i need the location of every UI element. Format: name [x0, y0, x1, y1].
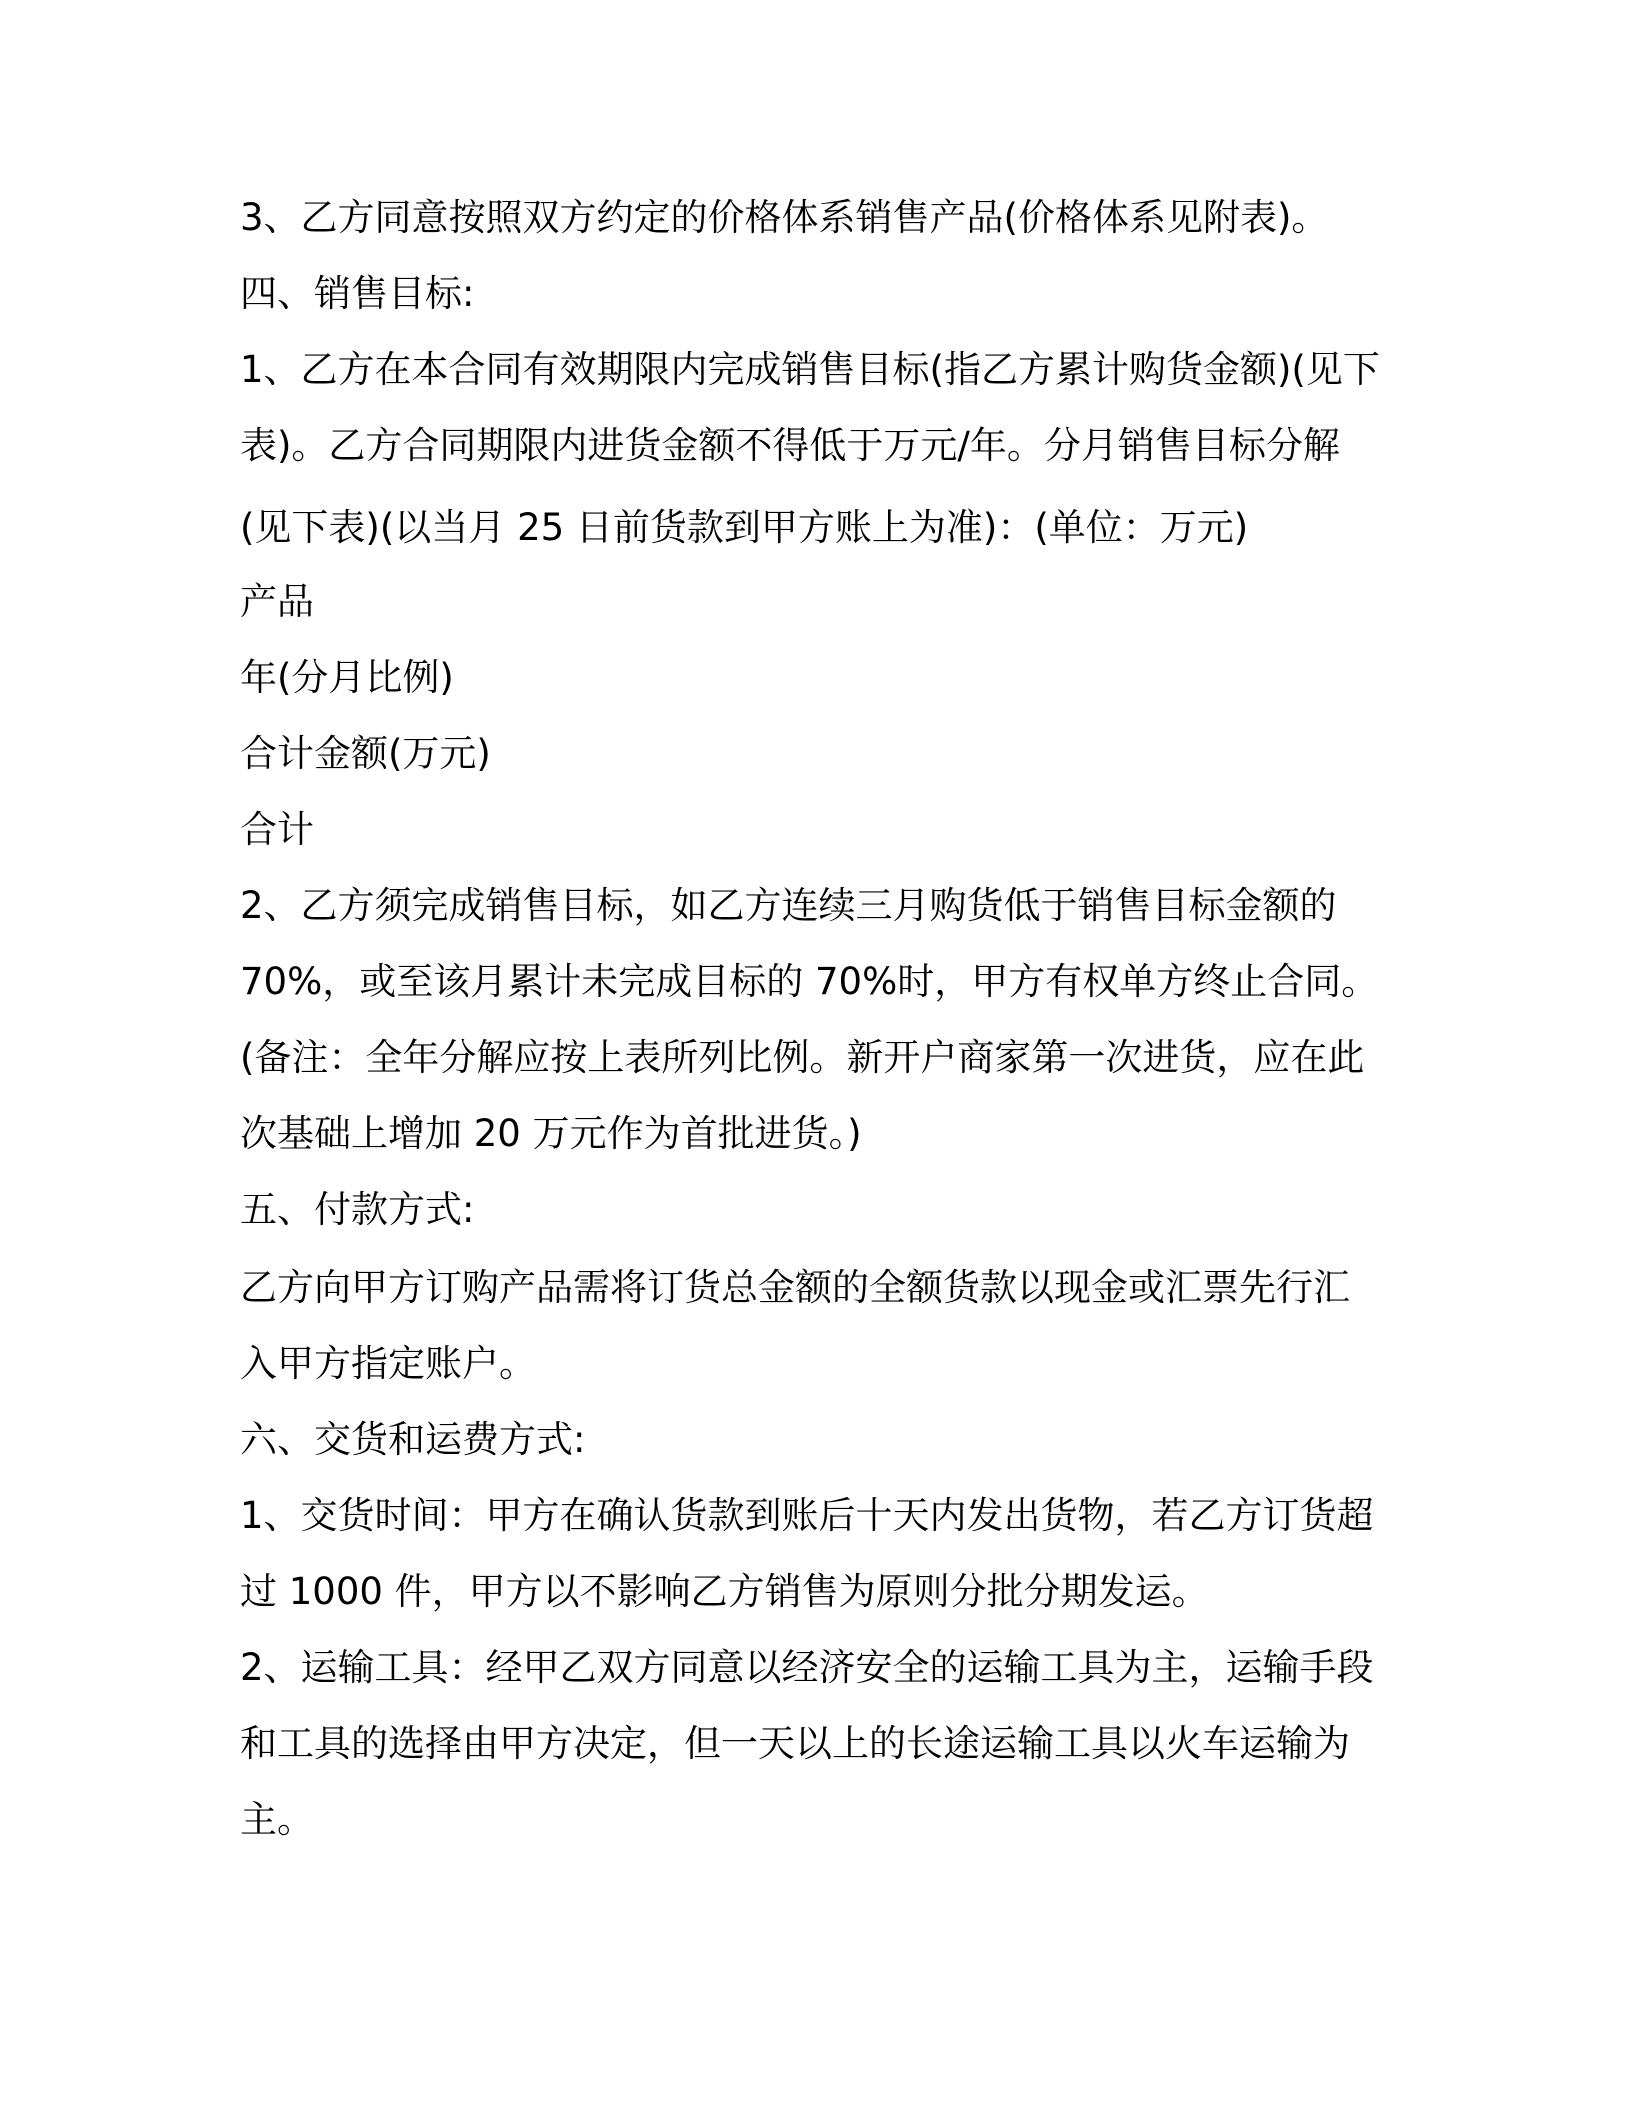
- clause-4-1-line-3: (见下表)(以当月 25 日前货款到甲方账上为准)：(单位：万元): [240, 506, 1249, 549]
- clause-4-2-note-line-1: (备注：全年分解应按上表所列比例。新开户商家第一次进货，应在此: [240, 1036, 1365, 1079]
- clause-6-1-line-2: 过 1000 件，甲方以不影响乙方销售为原则分批分期发运。: [240, 1570, 1209, 1613]
- clause-4-2-line-2: 70%，或至该月累计未完成目标的 70%时，甲方有权单方终止合同。: [240, 960, 1379, 1003]
- clause-4-1-line-2: 表)。乙方合同期限内进货金额不得低于万元/年。分月销售目标分解: [240, 424, 1340, 467]
- clause-6-1-line-1: 1、交货时间：甲方在确认货款到账后十天内发出货物，若乙方订货超: [240, 1494, 1374, 1537]
- table-label-year: 年(分月比例): [240, 656, 454, 699]
- table-label-total: 合计: [240, 808, 314, 851]
- section-5-heading: 五、付款方式:: [240, 1188, 475, 1231]
- clause-6-2-line-3: 主。: [240, 1798, 314, 1841]
- table-label-total-amount: 合计金额(万元): [240, 732, 491, 775]
- section-5-body-line-1: 乙方向甲方订购产品需将订货总金额的全额货款以现金或汇票先行汇: [240, 1266, 1350, 1309]
- section-4-heading: 四、销售目标:: [240, 272, 475, 315]
- clause-4-1-line-1: 1、乙方在本合同有效期限内完成销售目标(指乙方累计购货金额)(见下: [240, 348, 1380, 391]
- clause-6-2-line-1: 2、运输工具：经甲乙双方同意以经济安全的运输工具为主，运输手段: [240, 1646, 1374, 1689]
- clause-6-2-line-2: 和工具的选择由甲方决定，但一天以上的长途运输工具以火车运输为: [240, 1722, 1350, 1765]
- section-6-heading: 六、交货和运费方式:: [240, 1418, 586, 1461]
- clause-3-pricing: 3、乙方同意按照双方约定的价格体系销售产品(价格体系见附表)。: [240, 196, 1329, 239]
- clause-4-2-note-line-2: 次基础上增加 20 万元作为首批进货。): [240, 1112, 862, 1155]
- section-5-body-line-2: 入甲方指定账户。: [240, 1342, 536, 1385]
- clause-4-2-line-1: 2、乙方须完成销售目标，如乙方连续三月购货低于销售目标金额的: [240, 884, 1337, 927]
- table-label-product: 产品: [240, 580, 314, 623]
